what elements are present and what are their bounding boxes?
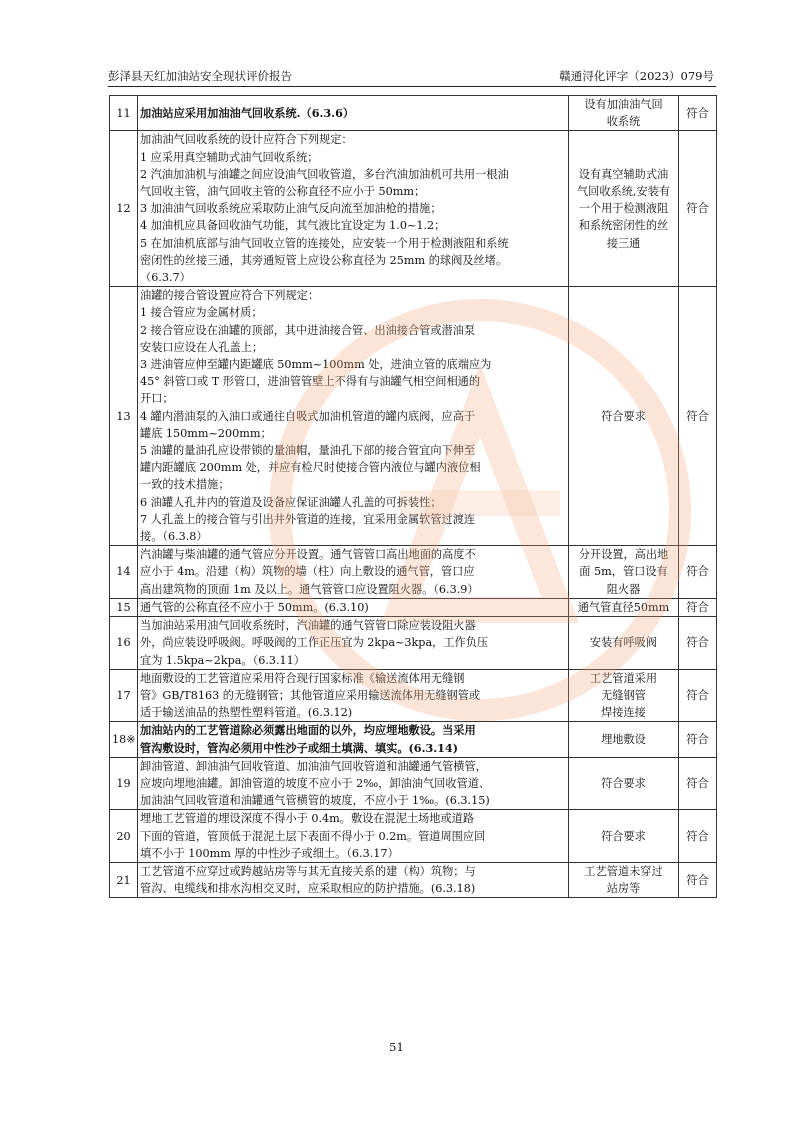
item-number: 14 [110, 546, 138, 599]
report-number: 赣通浔化评字（2023）079号 [559, 69, 714, 83]
requirement-line: 加油站应采用加油油气回收系统.（6.3.6） [140, 105, 355, 120]
table-row [110, 810, 717, 863]
requirement-line: 3 进油管应伸至罐内距罐底 50mm~100mm 处，进油立管的底端应为 [140, 358, 492, 372]
requirement-line: 汽油罐与柴油罐的通气管应分开设置。通气管管口高出地面的高度不 [140, 548, 476, 562]
requirement-cell [138, 862, 569, 897]
table-row [110, 669, 717, 722]
requirement-line: 3 加油油气回收系统应采取防止油气反向流至加油枪的措施； [140, 202, 442, 216]
table-row [110, 287, 717, 546]
result-cell: 符合 [679, 810, 717, 863]
requirement-line: 安装口应设在人孔盖上； [140, 340, 264, 354]
requirement-cell [138, 96, 569, 131]
item-number: 19 [110, 757, 138, 810]
item-number: 12 [110, 131, 138, 287]
actual-situation-line: 安装有呼吸阀 [589, 636, 658, 650]
requirement-line: 通气管的公称直径不应小于 50mm。(6.3.10) [140, 600, 369, 614]
requirement-line: 1 接合管应为金属材质； [140, 306, 263, 320]
requirement-line: 加油油气回收系统的设计应符合下列规定： [140, 133, 353, 147]
table-body [110, 96, 717, 898]
item-number: 17 [110, 669, 138, 722]
actual-situation-line: 面 5m，管口设有 [579, 565, 668, 579]
result-cell: 符合 [679, 546, 717, 599]
requirement-line: 2 接合管应设在油罐的顶部，其中进油接合管、出油接合管或潜油泵 [140, 323, 476, 337]
actual-situation-line: 埋地敷设 [601, 732, 646, 746]
requirement-line: 埋地工艺管道的埋设深度不得小于 0.4m。敷设在混泥土场地或道路 [140, 812, 475, 826]
actual-situation-line: 阻火器 [606, 582, 641, 596]
result-cell: 符合 [679, 131, 717, 287]
requirement-line: （6.3.7） [140, 271, 191, 285]
requirement-line: 45° 斜管口或 T 形管口，进油管管壁上不得有与油罐气相空间相通的 [140, 375, 481, 389]
table-row [110, 96, 717, 131]
actual-situation-line: 设有加油油气回 [584, 98, 663, 111]
item-number: 18※ [110, 722, 138, 757]
requirement-line: 接。（6.3.8） [140, 530, 208, 544]
actual-situation-line: 无缝钢管 [601, 688, 646, 702]
requirement-line: 密闭性的丝接三通，其旁通短管上应设公称直径为 25mm 的球阀及丝堵。 [140, 253, 508, 267]
actual-situation-cell [569, 617, 679, 670]
result-cell: 符合 [679, 669, 717, 722]
actual-situation-line: 分开设置，高出地 [578, 548, 669, 562]
actual-situation-cell [569, 862, 679, 897]
requirement-line: 应坡向埋地油罐。卸油管道的坡度不应小于 2‰，卸油油气回收管道、 [140, 776, 491, 790]
requirement-cell [138, 810, 569, 863]
actual-situation-cell [569, 757, 679, 810]
actual-situation-line: 符合要求 [601, 409, 646, 423]
requirement-cell [138, 287, 569, 546]
table-row [110, 546, 717, 599]
requirement-line: 地面敷设的工艺管道应采用符合现行国家标准《输送流体用无缝钢 [140, 671, 465, 685]
actual-situation-line: 符合要求 [601, 776, 646, 790]
actual-situation-line: 一个用于检测液阻 [578, 202, 669, 216]
actual-situation-line: 通气管直径50mm [577, 600, 670, 614]
requirement-line: 高出建筑物的顶面 1m 及以上。通气管管口应设置阻火器。（6.3.9） [140, 582, 479, 596]
requirement-line: 罐底 150mm~200mm； [140, 426, 272, 440]
requirement-cell [138, 617, 569, 670]
requirement-line: 外，尚应装设呼吸阀。呼吸阀的工作正压宜为 2kpa~3kpa，工作负压 [140, 636, 489, 650]
item-number: 13 [110, 287, 138, 546]
item-number: 15 [110, 598, 138, 616]
page-header [108, 64, 716, 87]
actual-situation-line: 工艺管道未穿过 [584, 864, 663, 878]
requirement-cell [138, 722, 569, 757]
actual-situation-line: 符合要求 [601, 829, 646, 843]
requirement-line: 一致的技术措施； [140, 478, 230, 492]
requirement-line: 管》GB/T8163 的无缝钢管；其他管道应采用输送流体用无缝钢管或 [140, 688, 481, 702]
requirement-line: 开口； [140, 392, 174, 406]
actual-situation-line: 设有真空辅助式油 [578, 167, 669, 181]
requirement-line: 7 人孔盖上的接合管与引出井外管道的连接，宜采用金属软管过渡连 [140, 512, 476, 526]
requirement-cell [138, 598, 569, 616]
requirement-line: 管沟敷设时，管沟必须用中性沙子或细土填满、填实。(6.3.14) [140, 740, 459, 755]
actual-situation-cell [569, 131, 679, 287]
requirement-cell [138, 757, 569, 810]
requirement-line: 5 油罐的量油孔应设带锁的量油帽，量油孔下部的接合管宜向下伸至 [140, 444, 476, 458]
requirement-cell [138, 669, 569, 722]
actual-situation-cell [569, 722, 679, 757]
requirement-line: 罐内距罐底 200mm 处，并应有检尺时使接合管内液位与罐内液位相 [140, 461, 481, 475]
requirement-line: 工艺管道不应穿过或跨越站房等与其无直接关系的建（构）筑物；与 [140, 864, 476, 878]
result-cell: 符合 [679, 617, 717, 670]
requirement-line: 应小于 4m。沿建（构）筑物的墙（柱）向上敷设的通气管，管口应 [140, 565, 475, 579]
result-cell: 符合 [679, 96, 717, 131]
actual-situation-line: 站房等 [606, 882, 641, 896]
table-row [110, 598, 717, 616]
item-number: 16 [110, 617, 138, 670]
requirement-line: 加油油气回收管道和油罐通气管横管的坡度，不应小于 1‰。(6.3.15) [140, 794, 490, 808]
requirement-line: 油罐的接合管设置应符合下列规定： [140, 289, 320, 303]
actual-situation-cell [569, 598, 679, 616]
actual-situation-line: 接三通 [606, 236, 641, 250]
table-row [110, 757, 717, 810]
actual-situation-line: 气回收系统,安装有 [576, 185, 671, 199]
requirement-line: 5 在加油机底部与油气回收立管的连接处，应安装一个用于检测液阻和系统 [140, 236, 509, 250]
actual-situation-cell [569, 546, 679, 599]
result-cell: 符合 [679, 757, 717, 810]
requirement-line: 当加油站采用油气回收系统时，汽油罐的通气管管口除应装设阻火器 [140, 619, 476, 633]
requirement-line: 2 汽油加油机与油罐之间应设油气回收管道，多台汽油加油机可共用一根油 [140, 167, 509, 181]
actual-situation-cell [569, 810, 679, 863]
requirement-line: 4 罐内潜油泵的入油口或通往自吸式加油机管道的罐内底阀，应高于 [140, 409, 476, 423]
actual-situation-line: 工艺管道采用 [589, 671, 658, 685]
item-number: 11 [110, 96, 138, 131]
table-row [110, 131, 717, 287]
result-cell: 符合 [679, 287, 717, 546]
report-title: 彭泽县天红加油站安全现状评价报告 [108, 69, 292, 83]
evaluation-table [109, 95, 717, 898]
requirement-cell [138, 546, 569, 599]
item-number: 20 [110, 810, 138, 863]
requirement-line: 4 加油机应具备回收油气功能，其气液比宜设定为 1.0~1.2； [140, 219, 446, 233]
table-row [110, 722, 717, 757]
actual-situation-cell [569, 96, 679, 131]
requirement-line: 宜为 1.5kpa~2kpa。（6.3.11） [140, 653, 305, 667]
requirement-line: 气回收主管，油气回收主管的公称直径不应小于 50mm； [140, 185, 426, 199]
requirement-cell [138, 131, 569, 287]
result-cell: 符合 [679, 862, 717, 897]
actual-situation-cell [569, 287, 679, 546]
result-cell: 符合 [679, 722, 717, 757]
requirement-line: 管沟、电缆线和排水沟相交叉时，应采取相应的防护措施。(6.3.18) [140, 882, 476, 896]
table-row [110, 617, 717, 670]
result-cell: 符合 [679, 598, 717, 616]
requirement-line: 6 油罐人孔井内的管道及设备应保证油罐人孔盖的可拆装性； [140, 495, 442, 509]
actual-situation-line: 收系统 [606, 115, 641, 129]
actual-situation-line: 和系统密闭性的丝 [578, 219, 669, 233]
item-number: 21 [110, 862, 138, 897]
requirement-line: 加油站内的工艺管道除必须露出地面的以外，均应埋地敷设。当采用 [140, 723, 476, 738]
requirement-line: 填不小于 100mm 厚的中性沙子或细土。（6.3.17） [140, 846, 399, 860]
requirement-line: 1 应采用真空辅助式油气回收系统； [140, 150, 319, 164]
actual-situation-cell [569, 669, 679, 722]
requirement-line: 下面的管道，管顶低于混泥土层下表面不得小于 0.2m。管道周围应回 [140, 829, 486, 843]
page-number: 51 [389, 1040, 404, 1054]
requirement-line: 卸油管道、卸油油气回收管道、加油油气回收管道和油罐通气管横管， [140, 759, 487, 773]
requirement-line: 适于输送油品的热塑性塑料管道。(6.3.12) [140, 706, 353, 720]
table-row [110, 862, 717, 897]
actual-situation-line: 焊接连接 [601, 706, 646, 720]
